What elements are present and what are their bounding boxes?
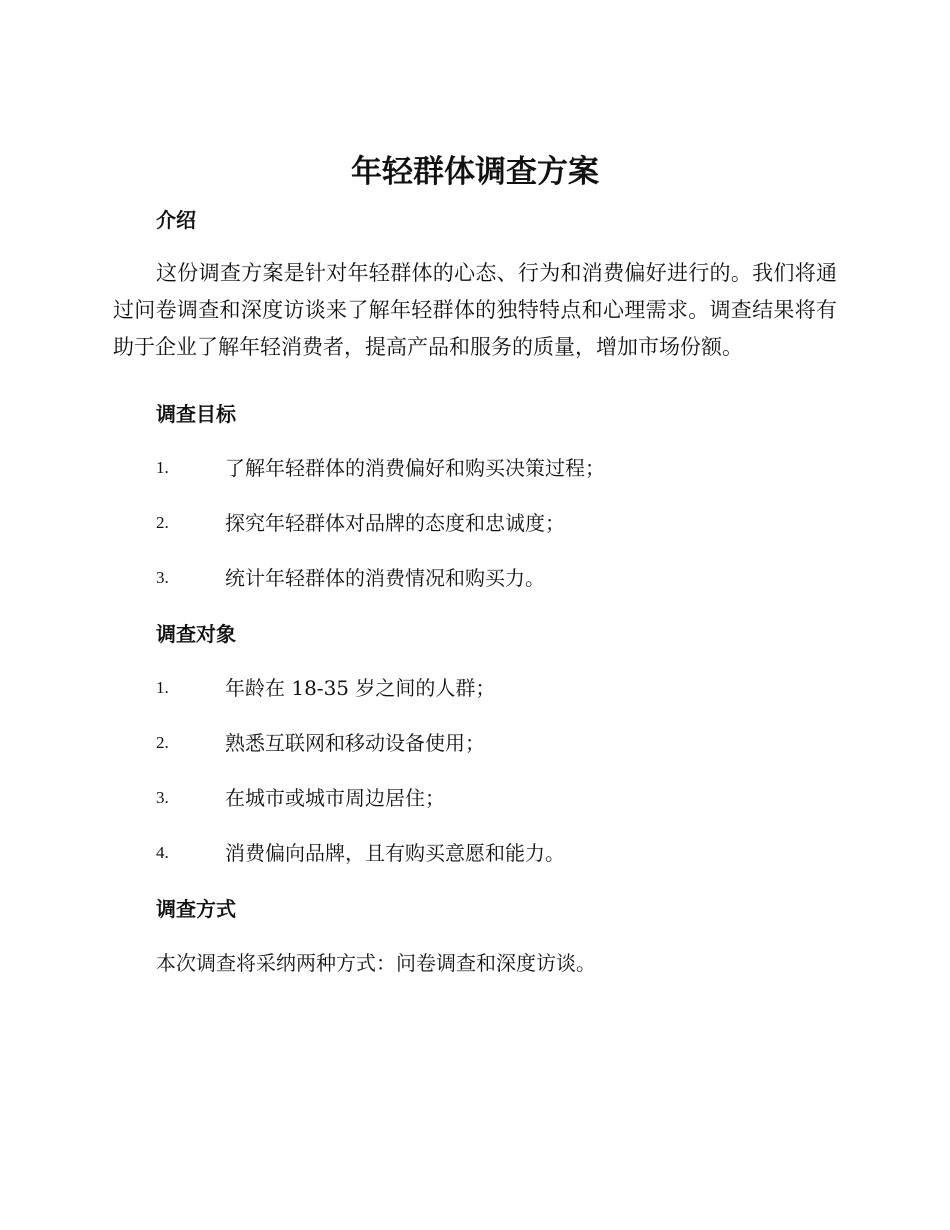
list-text: 探究年轻群体对品牌的态度和忠诚度； [225, 511, 565, 535]
list-item [156, 673, 836, 703]
list-number: 3. [156, 568, 169, 587]
list-number: 1. [156, 678, 169, 697]
list-item [156, 838, 836, 868]
section-heading-targets: 调查对象 [156, 622, 236, 646]
list-text: 消费偏向品牌，且有购买意愿和能力。 [225, 841, 565, 865]
list-item [156, 783, 836, 813]
list-item [156, 453, 836, 483]
methods-text: 本次调查将采纳两种方式：问卷调查和深度访谈。 [156, 951, 596, 975]
list-item [156, 728, 836, 758]
list-text: 了解年轻群体的消费偏好和购买决策过程； [225, 456, 605, 480]
list-item [156, 508, 836, 538]
list-text: 熟悉互联网和移动设备使用； [225, 731, 485, 755]
section-heading-methods: 调查方式 [156, 897, 236, 921]
section-heading-goals: 调查目标 [156, 402, 236, 426]
intro-paragraph: 这份调查方案是针对年轻群体的心态、行为和消费偏好进行的。我们将通过问卷调查和深度访谈来了解年轻群体的独特特点和心理需求。调查结果将有助于企业了解年轻消费者，提高产品和服务的质量，增加市场份额。 [113, 261, 837, 359]
list-number: 4. [156, 843, 169, 862]
list-text: 统计年轻群体的消费情况和购买力。 [225, 566, 545, 590]
list-number: 2. [156, 513, 169, 532]
section-heading-intro: 介绍 [156, 208, 196, 232]
document-title: 年轻群体调查方案 [351, 154, 599, 190]
list-number: 3. [156, 788, 169, 807]
list-number: 1. [156, 458, 169, 477]
list-number: 2. [156, 733, 169, 752]
list-text: 年龄在 18-35 岁之间的人群； [225, 676, 496, 700]
list-text: 在城市或城市周边居住； [225, 786, 445, 810]
list-item [156, 563, 836, 593]
